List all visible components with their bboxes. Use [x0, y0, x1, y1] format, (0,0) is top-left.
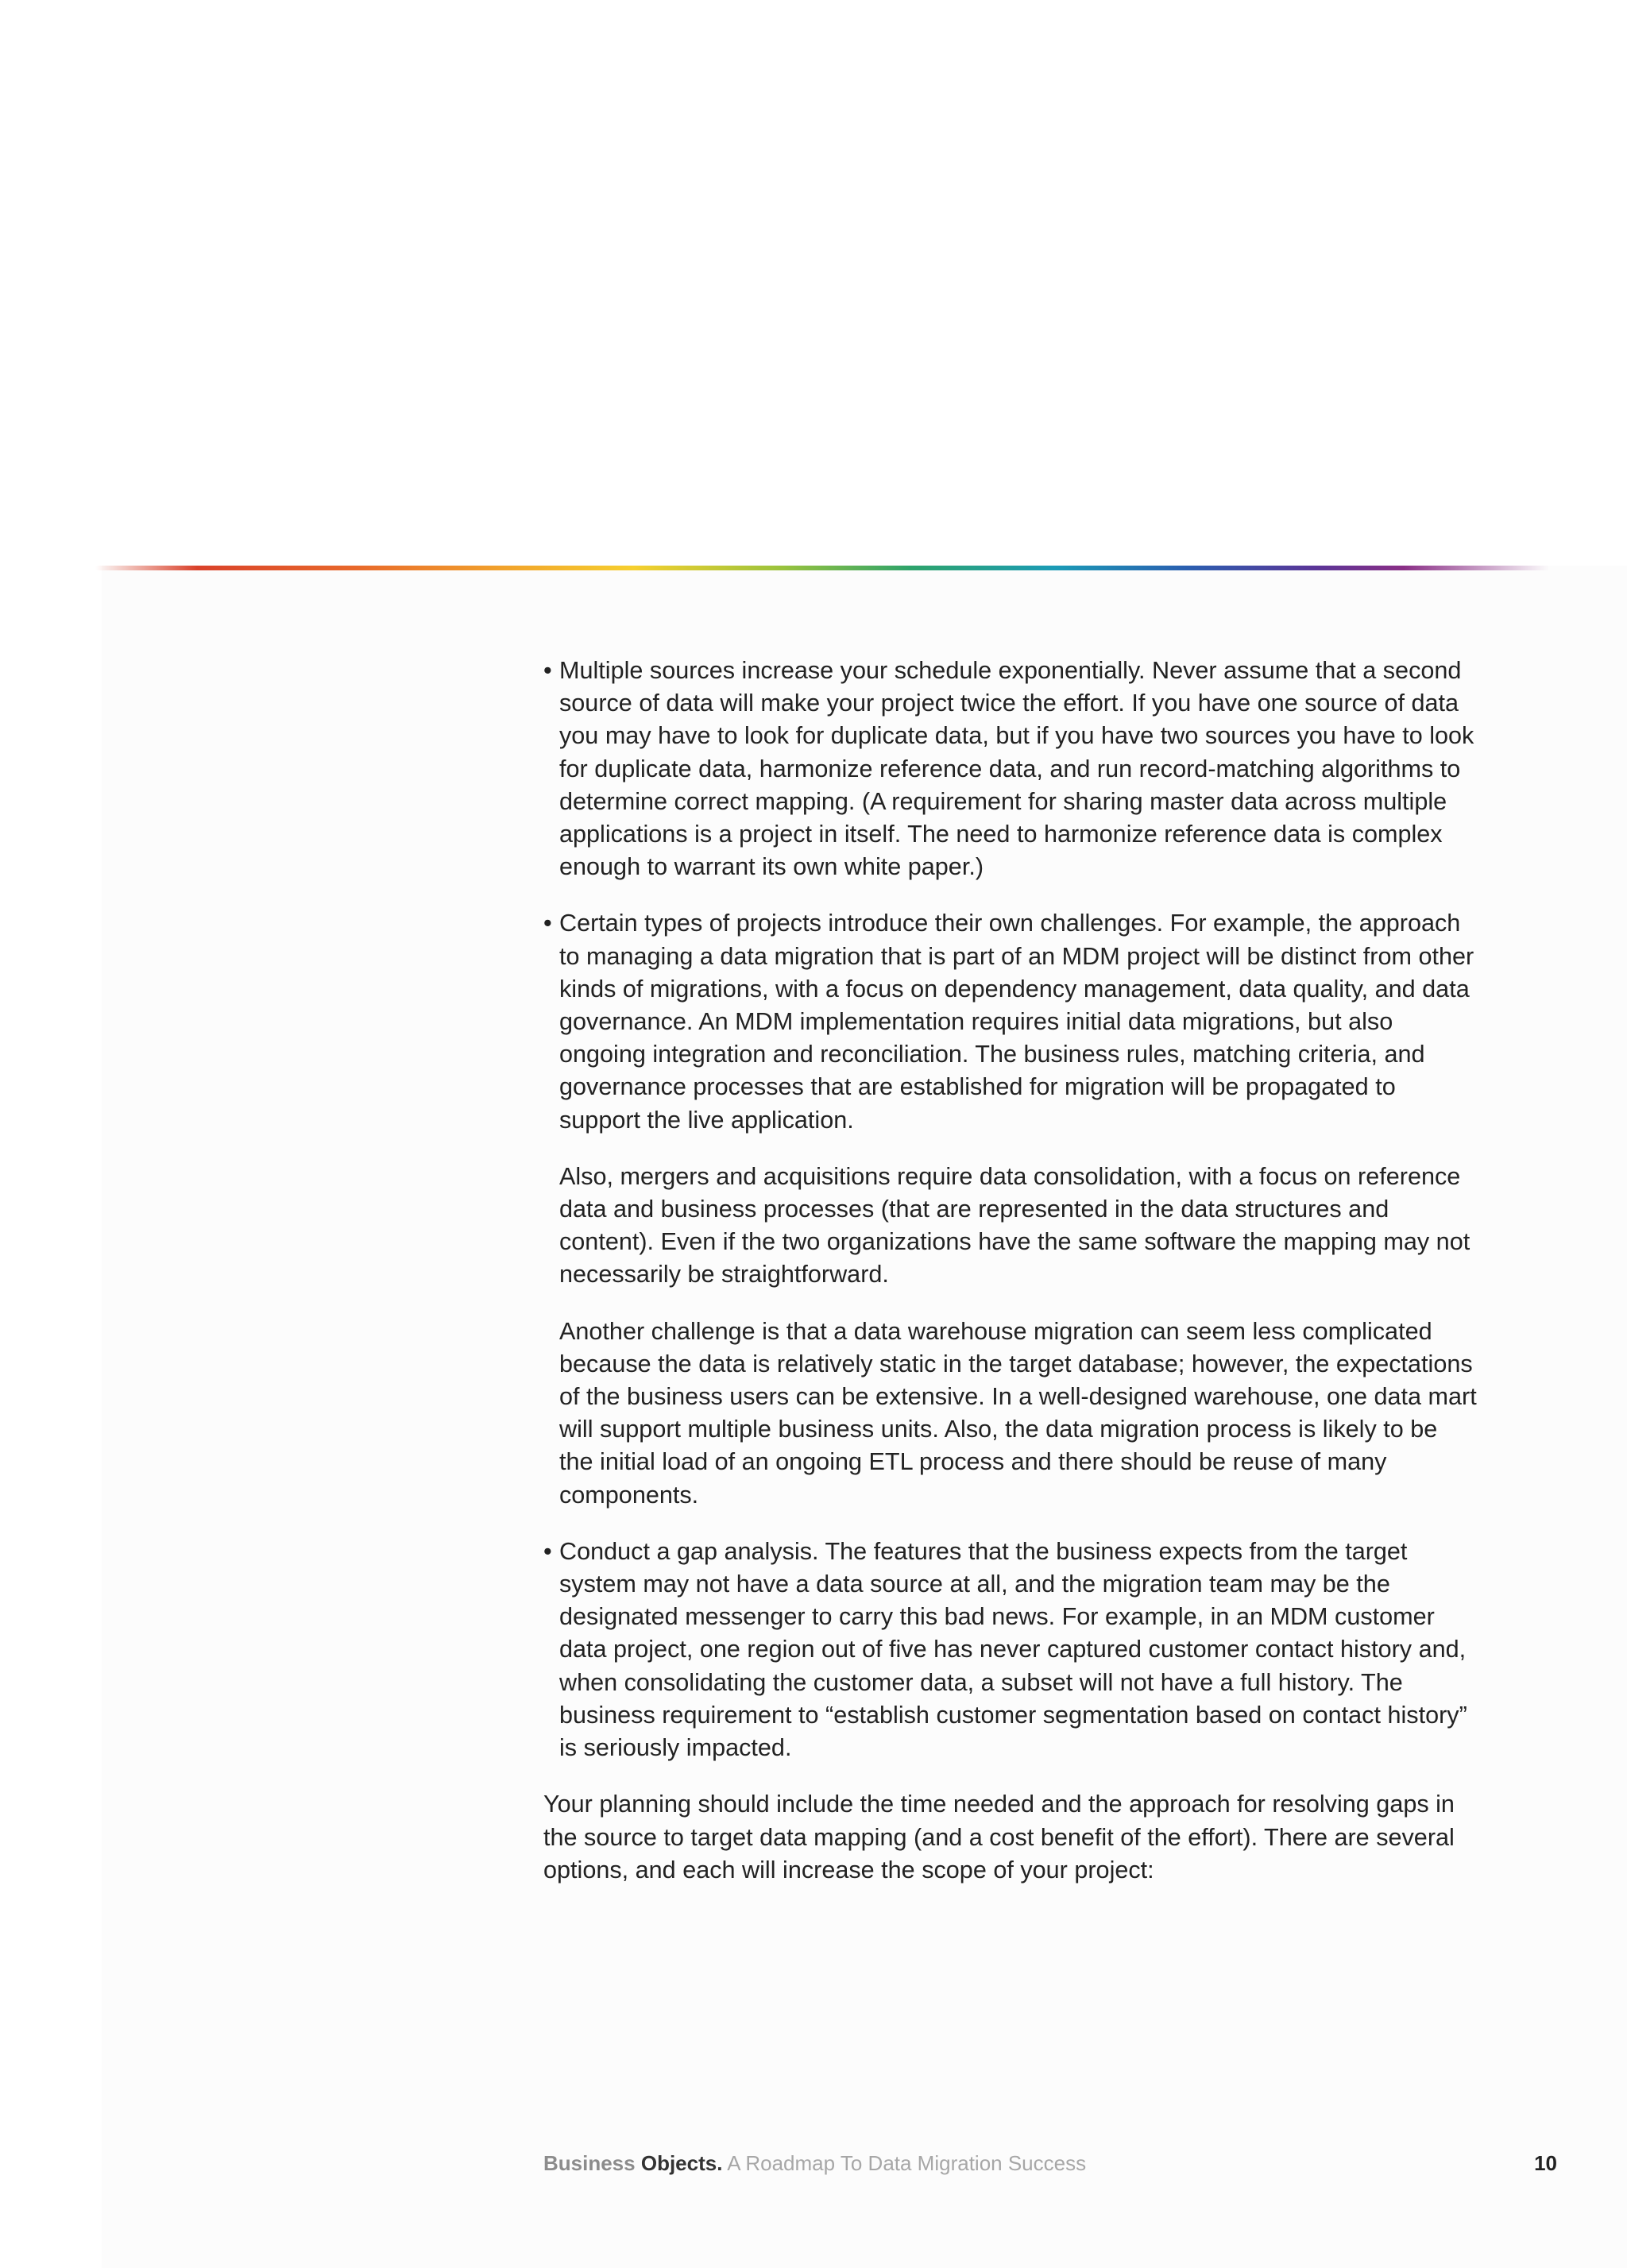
- bullet-text: Certain types of projects introduce their own challenges. For example, the approach to managing a data migration that is part of an MDM project will be distinct from other kinds of migrations, with a focus on dependency management, data quality, and data governance. An MDM implementation requires initial data migrations, but also ongoing integration and reconciliation. The business rules, matching criteria, and governance processes that are established for migration will be propagated to support the live application.: [559, 910, 1474, 1134]
- bullet-text: Conduct a gap analysis. The features that the business expects from the target system may not have a data source at all, and the migration team may be the designated messenger to carry this bad news. For example, in an MDM customer data project, one region out of five has never captured customer contact history and, when consolidating the customer data, a subset will not have a full history. The business requirement to “establish customer segmentation based on contact history” is seriously impacted.: [559, 1537, 1467, 1762]
- rainbow-divider-rule: [95, 566, 1549, 570]
- document-title: A Roadmap To Data Migration Success: [727, 2151, 1087, 2175]
- bullet-item: [543, 1536, 1477, 1764]
- bullet-item: [543, 655, 1477, 883]
- paragraph-text: Your planning should include the time needed and the approach for resolving gaps in the source to target data mapping (and a cost benefit of the effort). There are several options, and each will increase the scope of your project:: [543, 1791, 1455, 1884]
- bullet-text: Multiple sources increase your schedule exponentially. Never assume that a second source of data will make your project twice the effort. If you have one source of data you may have to look for duplicate data, but if you have two sources you have to look for duplicate data, harmonize reference data, and run record-matching algorithms to determine correct mapping. (A requirement for sharing master data across multiple applications is a project in itself. The need to harmonize reference data is complex enough to warrant its own white paper.): [559, 657, 1474, 881]
- page-footer: [543, 2151, 1557, 2176]
- closing-paragraph: [543, 1788, 1477, 1887]
- bullet-item: [543, 907, 1477, 1136]
- brand-name-second: Objects.: [640, 2151, 723, 2175]
- bullet-continuation-paragraph: [543, 1316, 1477, 1512]
- brand-name-first: Business: [543, 2151, 636, 2175]
- paragraph-text: Another challenge is that a data warehouse migration can seem less complicated because the data is relatively static in the target database; however, the expectations of the business users can be extensive. In a well-designed warehouse, one data mart will support multiple business units. Also, the data migration process is likely to be the initial load of an ongoing ETL process and there should be reuse of many components.: [559, 1317, 1477, 1509]
- paragraph-text: Also, mergers and acquisitions require data consolidation, with a focus on reference data and business processes (that are represented in the data structures and content). Even if the two organizations have the same software the mapping may not necessarily be straightforward.: [559, 1162, 1470, 1289]
- bullet-marker: •: [543, 910, 552, 937]
- bullet-marker: •: [543, 657, 552, 684]
- body-text-column: [543, 655, 1477, 1911]
- page-number: 10: [1534, 2151, 1557, 2175]
- bullet-continuation-paragraph: [543, 1161, 1477, 1292]
- bullet-marker: •: [543, 1537, 552, 1565]
